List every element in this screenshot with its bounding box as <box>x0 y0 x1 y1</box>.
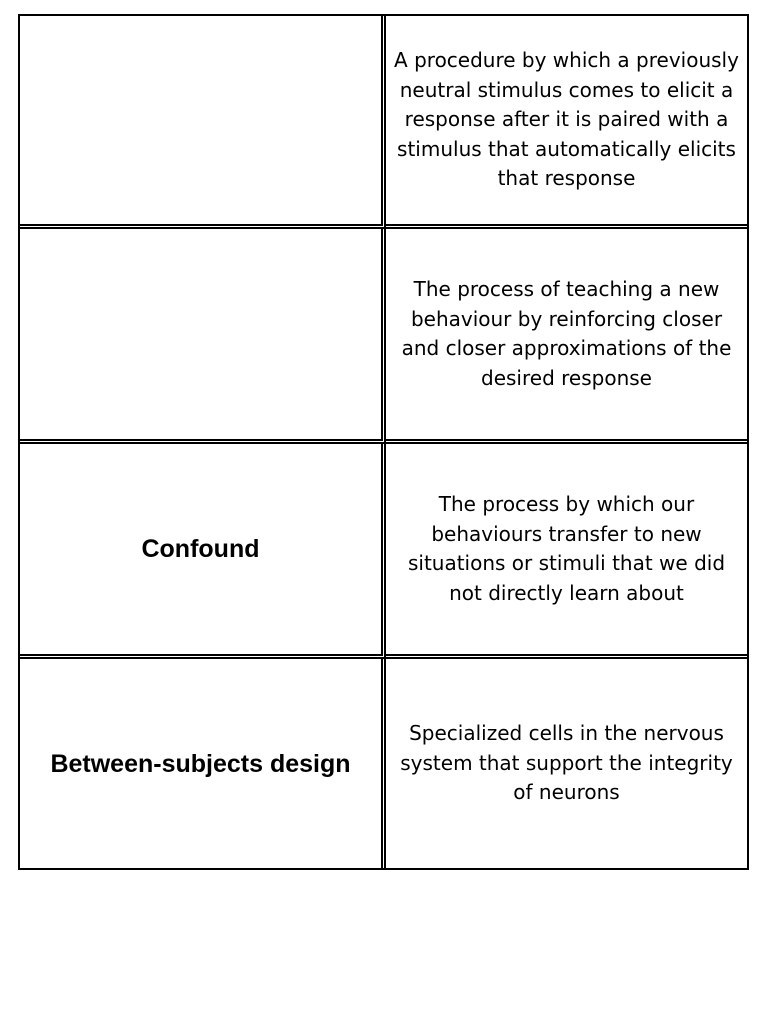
term-cell-3 <box>20 444 386 659</box>
flashcard-table <box>18 14 749 870</box>
definition-cell-4 <box>386 659 747 868</box>
term-text-4: Between-subjects design <box>50 749 351 778</box>
term-text-3: Confound <box>141 535 260 563</box>
definition-text-3: The process by which our behaviours transfer to new situations or stimuli that we did not directly learn about <box>407 492 726 605</box>
definition-text-1: A procedure by which a previously neutral stimulus comes to elicit a response after it is paired with a stimulus that automatically elicits that response <box>394 48 739 191</box>
definition-text-4: Specialized cells in the nervous system that support the integrity of neurons <box>400 721 733 805</box>
term-cell-2 <box>20 229 386 444</box>
term-cell-4 <box>20 659 386 868</box>
definition-cell-3 <box>386 444 747 659</box>
term-cell-1 <box>20 16 386 229</box>
definition-text-2: The process of teaching a new behaviour by reinforcing closer and closer approximations of the desired response <box>401 277 732 390</box>
definition-cell-2 <box>386 229 747 444</box>
definition-cell-1 <box>386 16 747 229</box>
